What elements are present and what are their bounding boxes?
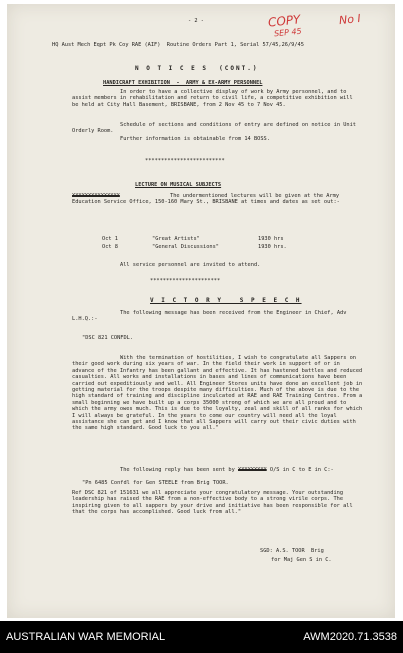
signature-line-1: SGD: A.S. TOOR Brig: [260, 548, 324, 554]
reply-head: "Pn 6485 Confdl for Gen STEELE from Brig TOOR.: [82, 480, 229, 486]
struck-text-1: XXXXXXXXXXXXXXX: [72, 193, 120, 199]
footer-institution: AUSTRALIAN WAR MEMORIAL: [6, 631, 166, 643]
lecture-time: 1930 hrs.: [258, 244, 287, 250]
reply-body: Ref DSC 821 of 151631 we all appreciate your congratulatory message. Your outstanding leadership has raised the RAE from a non-effective body to a strong virile corps. The inspiring given to all sappers by your drive and initiative has been responsible for all that the corps has accomplished. Good luck from all.": [72, 490, 353, 516]
reply-intro: The following reply has been sent by XXXXXXXXX O/S in C to E in C:-: [120, 467, 334, 473]
date-annotation: SEP 45: [273, 26, 303, 39]
section-lecture-title: LECTURE ON MUSICAL SUBJECTS: [135, 182, 222, 188]
struck-text-2: XXXXXXXXX: [238, 467, 267, 473]
divider-2: **********************: [150, 278, 221, 284]
lecture-date: Oct 1: [102, 236, 118, 242]
lecture-date: Oct 8: [102, 244, 118, 250]
lecture-time: 1930 hrs: [258, 236, 284, 242]
number-annotation: No I: [338, 11, 362, 28]
lecture-topic: "General Discussions": [152, 244, 219, 250]
message-body: With the termination of hostilities, I wish to congratulate all Sappers on their good work during six years of war. In the field their work in support of or in advance of the Infantry has been gallant and effective. It has hastened battles and reduced casualties. All works and installations in bases and lines of communications have been carried out expeditiously and well. All Engineer Stores units have done an excellent job in getting material for the troops despite many difficulties. Much of the above is due to the high standard of training and discipline inculcated at RAE and RAE Training Centres. From a small beginning we have built up a corps 35000 strong of which we are all proud and to which the army owes much. This is due to the loyalty, zeal and skill of all ranks for which I will always be grateful. In the years to come our country will need all the loyal assistance she can get and I know that all Sappers will carry out their civic duties with the same high standard. Good luck to you all.": [72, 355, 363, 432]
exhibition-paragraph: In order to have a collective display of work by Army personnel, and to assist members in rehabilitation and return to civil life, a competitive exhibition will be held at City Hall Basement, BRISBANE, from 2 Nov 45 to 7 Nov 45.: [72, 89, 353, 108]
divider-1: *************************: [145, 158, 225, 164]
signature-line-2: for Maj Gen S in C.: [271, 557, 332, 563]
document-header: HQ Aust Mech Eqpt Pk Coy RAE (AIF) Routine Orders Part 1, Serial 57/45,26/9/45: [52, 42, 304, 48]
lecture-topic: "Great Artists": [152, 236, 200, 242]
section-notices-title: N O T I C E S (CONT.): [135, 65, 259, 72]
footer-accession-number: AWM2020.71.3538: [303, 631, 397, 643]
copy-annotation: COPY: [267, 12, 302, 30]
invitation-line: All service personnel are invited to attend.: [120, 262, 261, 268]
section-exhibition-subtitle: HANDICRAFT EXHIBITION - ARMY & EX-ARMY PERSONNEL: [103, 80, 263, 86]
archive-footer: [0, 621, 403, 653]
message-head: "DSC 821 CONFDL.: [82, 335, 134, 341]
section-victory-title: V I C T O R Y S P E E C H: [150, 297, 302, 304]
lecture-paragraph: The undermentioned lectures will be given at the Army Education Service Office, 150-160 Mary St., BRISBANE at times and dates as set out:-: [72, 193, 340, 206]
schedule-paragraph: Schedule of sections and conditions of entry are defined on notice in Unit Orderly Room.: [72, 122, 356, 135]
victory-intro: The following message has been received from the Engineer in Chief, Adv L.H.Q.:-: [72, 310, 347, 323]
page-number: - 2 -: [188, 18, 204, 24]
information-line: Further information is obtainable from 14 BOSS.: [120, 136, 270, 142]
